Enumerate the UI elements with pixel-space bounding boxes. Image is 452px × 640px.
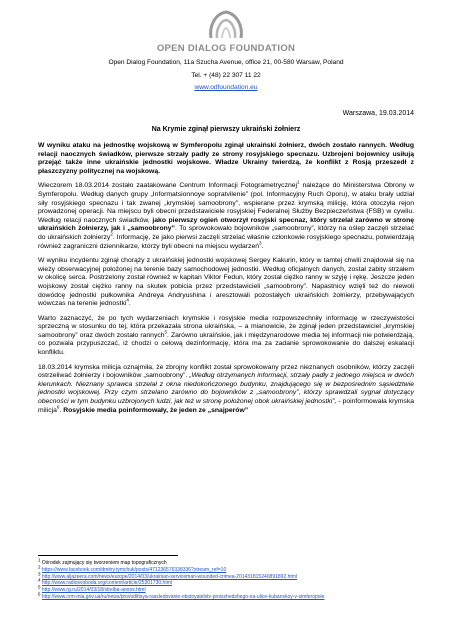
- lead-paragraph: W wyniku ataku na jednostkę wojskową w Symferopolu zginął ukraiński żołnierz, dwóch zostało rannych. Według relacji naocznych świadków, pierwsze strzały padły ze strony rosyjskiego specnazu. Uzbrojeni bojownicy usiłują przejąć także inne ukraińskie jednostki wojskowe. Władze Ukrainy twierdzą, że konflikt z Rosją przeszedł z płaszczyzny politycznej na wojskową.: [38, 142, 414, 175]
- paragraph-3: [38, 315, 414, 358]
- footnote-2: [38, 564, 414, 574]
- footnote-link[interactable]: http://www.radiosvoboda.org/content/article/25301730.html: [41, 580, 172, 587]
- p1-text-c: . To sprowokowało bojowników „samoobrony”, którzy na oślep zaczęli strzelać do ukraińskich żołnierzy: [38, 225, 414, 241]
- org-website-link[interactable]: www.odfoundation.eu: [194, 84, 258, 91]
- footnote-link[interactable]: http://www.rg.ru/2014/03/18/strelba-anons.html: [41, 587, 146, 594]
- p4-quote: „Według otrzymanych informacji, strzały padły z jednego miejsca w dwóch kierunkach. Nieznany sprawca strzelał z okna niedokończonego budynku, znajdującego się w bezpośrednim sąsiedztwie jednostki wojskowej. Przy czym strzelano zarówno do bojowników z „samoobrony”, którzy sprawdzali sygnał dotyczący obecności w tym budynku uzbrojonych ludzi, jak też w stronę położonej obok ukraińskiej jednostki”,: [38, 372, 414, 406]
- document-date: Warszawa, 19.03.2014: [342, 110, 414, 117]
- p2-text-a: W wyniku incydentu zginął chorąży z ukraińskiej jednostki wojskowej Sergey Kakurin, który w tamtej chwili znajdował się na wieży obserwacyjnej położonej na terenie bazy samochodowej jednostki. Według oficjalnych danych, został zabity strzałem w okolicę serca. Postrzelony został również w kapitan Viktor Fedun, który został ciężko ranny w szyję i rękę. Jeszcze jeden wojskowy został ciężko ranny na skutek pobicia przez przedstawicieli „samoobrony”. Napastnicy wzięli też do niewoli dowódcę jednostki pułkownika Andreya Andryushina i aresztowali pozostałych ukraińskich żołnierzy, przebywających wówczas na terenie jednostki: [38, 257, 414, 308]
- p4-text-c: .: [59, 406, 64, 414]
- p4-bold-text: Rosyjskie media poinformowały, że jeden ze „snajperów”: [63, 406, 249, 414]
- p1-text-e: .: [261, 242, 264, 250]
- footnote-text: Ośrodek zajmujący się tworzeniem map topograficznych: [40, 560, 167, 566]
- org-telephone: Tel. + (48) 22 307 11 22: [191, 72, 261, 79]
- p1-text-b: należące do Ministerstwa Obrony w Symferopolu. Według danych grupy „Informatsionnoye sopratvilenie” (pol. Informacyjny Ruch Oporu), w ataku brały udział siły rosyjskiego specnazu i tak zwanej „krymskiej samoobrony”, wspierane przez krymską milicję, która otoczyła rejon prowadzonej operacji. Na miejscu byli obecni przedstawiciele rosyjskiej Federalnej Służby Bezpieczeństwa (FSB) w cywilu. Według relacji naocznych świadków,: [38, 182, 414, 224]
- paragraph-4: [38, 364, 414, 416]
- p3-text-b: . Zarówno ukraińskie, jak i międzynarodowe media tej informacji nie potwierdzają, co pozwala przypuszczać, iż chodzi o celową dezinformację, która ma za zadanie sprowokowanie do dalszej eskalacji konfliktu.: [38, 331, 414, 357]
- paragraph-1: [38, 182, 414, 251]
- org-name: OPEN DIALOG FOUNDATION: [156, 43, 296, 54]
- footnote-number: 6: [38, 591, 41, 597]
- footnote-ref-6[interactable]: 6: [56, 404, 60, 410]
- p1-text-a: Wieczorem 18.03.2014 zostało zaatakowane Centrum Informacji Fotogrametrycznej: [38, 182, 298, 190]
- footnote-number: 5: [38, 584, 41, 590]
- p4-text-a: 18.03.2014 krymska milicja oznajmiła, że zbrojny konflikt został sprowokowany przez nieznanych osobników, którzy zaczęli ostrzeliwać żołnierzy i bojowników „samoobrony”.: [38, 363, 414, 380]
- footnote-number: 1: [38, 557, 41, 563]
- footnote-number: 3: [38, 570, 41, 576]
- open-dialog-logo-icon: [207, 8, 245, 42]
- footnote-ref-5[interactable]: 5: [164, 329, 168, 335]
- footnote-ref-4[interactable]: 4: [126, 297, 129, 303]
- footnote-ref-2[interactable]: 2: [110, 231, 113, 237]
- footnote-divider: [38, 555, 178, 556]
- p3-text-a: Warto zaznaczyć, że po tych wydarzeniach krymskie i rosyjskie media rozpowszechniły informację w rzeczywistości sprzeczną w stosunku do tej, która przekazała strona ukraińska, – a mianowicie, że zginął jeden przedstawiciel „krymskiej samoobrony” oraz dwóch zostało rannych: [38, 314, 414, 339]
- org-address: Open Dialog Foundation, 11a Szucha Avenue, office 21, 00-580 Warsaw, Poland: [108, 59, 344, 66]
- article-body: [38, 142, 414, 421]
- footnote-number: 2: [38, 564, 41, 570]
- footnote-6: [38, 591, 414, 601]
- paragraph-2: [38, 257, 414, 309]
- p4-text-b: - poinformowała krymska milicja: [38, 398, 414, 414]
- footnote-ref-3[interactable]: 3: [259, 240, 262, 246]
- footnote-link[interactable]: http://www.aljazeera.com/news/europe/2014/03/ukrainian-serviceman-wounded-crimea-201431815240891892.html: [41, 573, 298, 580]
- footnotes: [38, 557, 414, 601]
- footnote-ref-1[interactable]: 1: [297, 180, 300, 186]
- p2-text-b: .: [128, 300, 131, 308]
- footnote-link[interactable]: https://www.facebook.com/dmitry.tymchuk/posts/471236576338336?stream_ref=10: [41, 566, 227, 573]
- article-title: Na Krymie zginął pierwszy ukraiński żołnierz: [151, 126, 301, 133]
- p1-bold-text: jako pierwszy ogień otworzył rosyjski specnaz, który strzelał zarówno w stronę ukraińskich żołnierzy, jak i „samoobrony”: [38, 216, 414, 233]
- p1-text-d: . Informację, że jako pierwsi zaczęli strzelać właśnie członkowie rosyjskiego specnazu, potwierdzają również zagraniczni dziennikarze, którzy byli obecni na miejscu wydarzeń: [38, 233, 414, 250]
- footnote-number: 4: [38, 577, 41, 583]
- footnote-link[interactable]: http://www.crm-mia.gov.ua/ru/news/provodittsya-rassledovanie-obstoyatelstv-proisshedshego-na-ulice-kubanskoy-v-simferopole: [41, 593, 325, 600]
